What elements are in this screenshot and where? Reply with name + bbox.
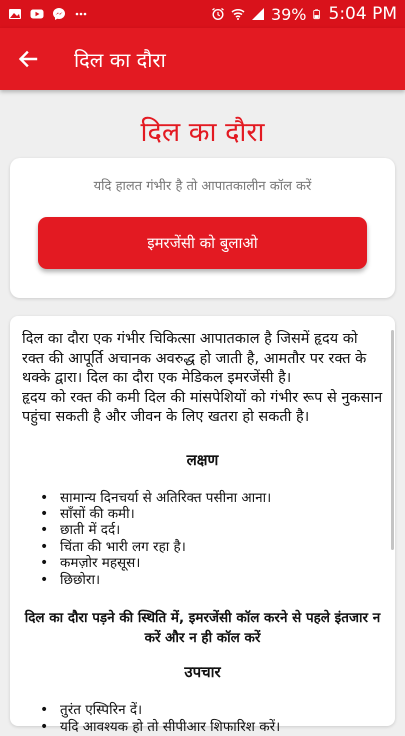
list-item: • कमज़ोर महसूस।: [60, 555, 383, 571]
warning-text: दिल का दौरा पड़ने की स्थिति में, इमरजेंसी कॉल करने से पहले इंतजार न करें और न ही कॉल करें: [24, 609, 381, 646]
wifi-icon: [231, 7, 245, 21]
list-item: • तुरंत एस्पिरिन दें।: [60, 702, 383, 719]
youtube-icon: [30, 7, 44, 21]
notification-icons: [8, 7, 88, 21]
list-item: • साँसों की कमी।: [60, 506, 383, 522]
battery-icon: [313, 7, 323, 21]
list-item: • छिछोरा।: [60, 572, 383, 588]
scrollbar[interactable]: [391, 330, 394, 550]
list-item: • यदि आवश्यक हो तो सीपीआर शिफारिश करें।: [60, 719, 383, 736]
list-item: • छाती में दर्द।: [60, 522, 383, 538]
treatment-heading: उपचार: [184, 662, 221, 681]
battery-percent: 39%: [270, 4, 307, 24]
list-item: • सामान्य दिनचर्या से अतिरिक्त पसीना आना।: [60, 490, 383, 506]
status-bar: [0, 0, 405, 28]
app-bar-title: दिल का दौरा: [74, 47, 166, 72]
arrow-left-icon: [18, 49, 38, 69]
back-button[interactable]: [0, 28, 56, 90]
symptoms-heading: लक्षण: [186, 450, 219, 469]
emergency-card: [10, 158, 395, 298]
call-emergency-button[interactable]: इमरजेंसी को बुलाओ: [38, 217, 367, 269]
signal-icon: [251, 7, 265, 21]
system-status: [211, 4, 397, 24]
page-title: दिल का दौरा: [140, 117, 265, 148]
emergency-hint: यदि हालत गंभीर है तो आपातकालीन कॉल करें: [93, 179, 312, 194]
gallery-icon: [8, 7, 22, 21]
clock: 5:04 PM: [328, 4, 397, 24]
symptoms-list: [22, 490, 383, 588]
treatment-list: [22, 702, 383, 736]
alarm-icon: [211, 7, 225, 21]
content-card[interactable]: [10, 316, 395, 735]
messenger-icon: [52, 7, 66, 21]
more-dots-icon: [74, 7, 88, 21]
intro-paragraph: दिल का दौरा एक गंभीर चिकित्सा आपातकाल है जिसमें हृदय को रक्त की आपूर्ति अचानक अवरुद्ध हो जाती है, आमतौर पर रक्त के थक्के द्वारा। दिल का दौरा एक मेडिकल इमरजेंसी है। हृदय को रक्त की कमी दिल की मांसपेशियों को गंभीर रूप से नुकसान पहुंचा सकती है और जीवन के लिए खतरा हो सकती है।: [22, 331, 383, 425]
list-item: • चिंता की भारी लग रहा है।: [60, 539, 383, 555]
app-bar: [0, 28, 405, 90]
